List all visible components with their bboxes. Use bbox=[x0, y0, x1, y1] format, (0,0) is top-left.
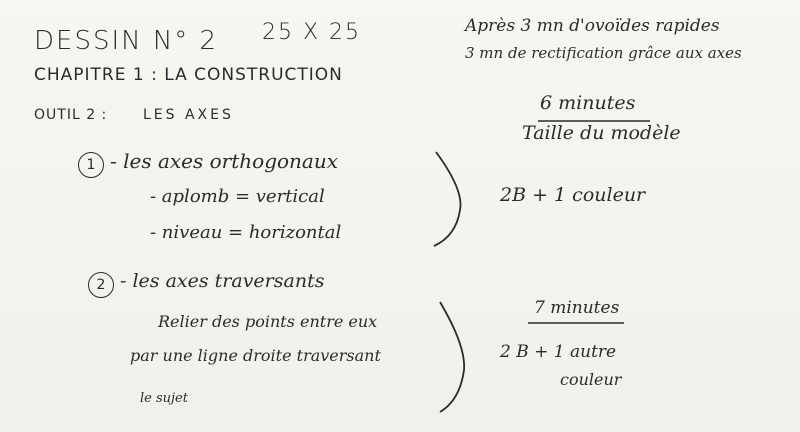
section1-line2: - niveau = horizontal bbox=[150, 222, 342, 243]
section2-duration: 7 minutes bbox=[534, 298, 620, 318]
section2-materials-line2: couleur bbox=[560, 370, 622, 389]
section1-line1: - aplomb = vertical bbox=[150, 186, 325, 207]
section2-heading: - les axes traversants bbox=[120, 270, 325, 292]
section1-number-circle bbox=[78, 152, 104, 178]
section2-number: 2 bbox=[96, 277, 106, 293]
section2-line1: Relier des points entre eux bbox=[158, 312, 378, 331]
section1-duration: 6 minutes bbox=[540, 92, 636, 114]
section1-heading: - les axes orthogonaux bbox=[110, 149, 338, 173]
section2-line3: le sujet bbox=[140, 391, 188, 406]
drawing-title: DESSIN N° 2 bbox=[34, 26, 219, 56]
section1-materials: 2B + 1 couleur bbox=[500, 184, 646, 206]
section2-materials-line1: 2 B + 1 autre bbox=[500, 342, 617, 362]
section2-duration-underline bbox=[526, 320, 632, 326]
section2-brace bbox=[436, 300, 476, 415]
tool-label: OUTIL 2 : bbox=[34, 107, 108, 123]
header-note-line1: Après 3 mn d'ovoïdes rapides bbox=[465, 16, 720, 36]
header-note-line2: 3 mn de rectification grâce aux axes bbox=[465, 44, 742, 62]
section1-brace bbox=[430, 150, 470, 250]
section1-number: 1 bbox=[86, 157, 96, 173]
section2-line2: par une ligne droite traversant bbox=[130, 346, 381, 365]
section1-duration-note: Taille du modèle bbox=[522, 122, 681, 144]
tool-name: LES AXES bbox=[143, 107, 234, 123]
drawing-format: 25 X 25 bbox=[262, 20, 362, 45]
section2-number-circle bbox=[88, 272, 114, 298]
chapter-heading: CHAPITRE 1 : LA CONSTRUCTION bbox=[34, 65, 343, 85]
